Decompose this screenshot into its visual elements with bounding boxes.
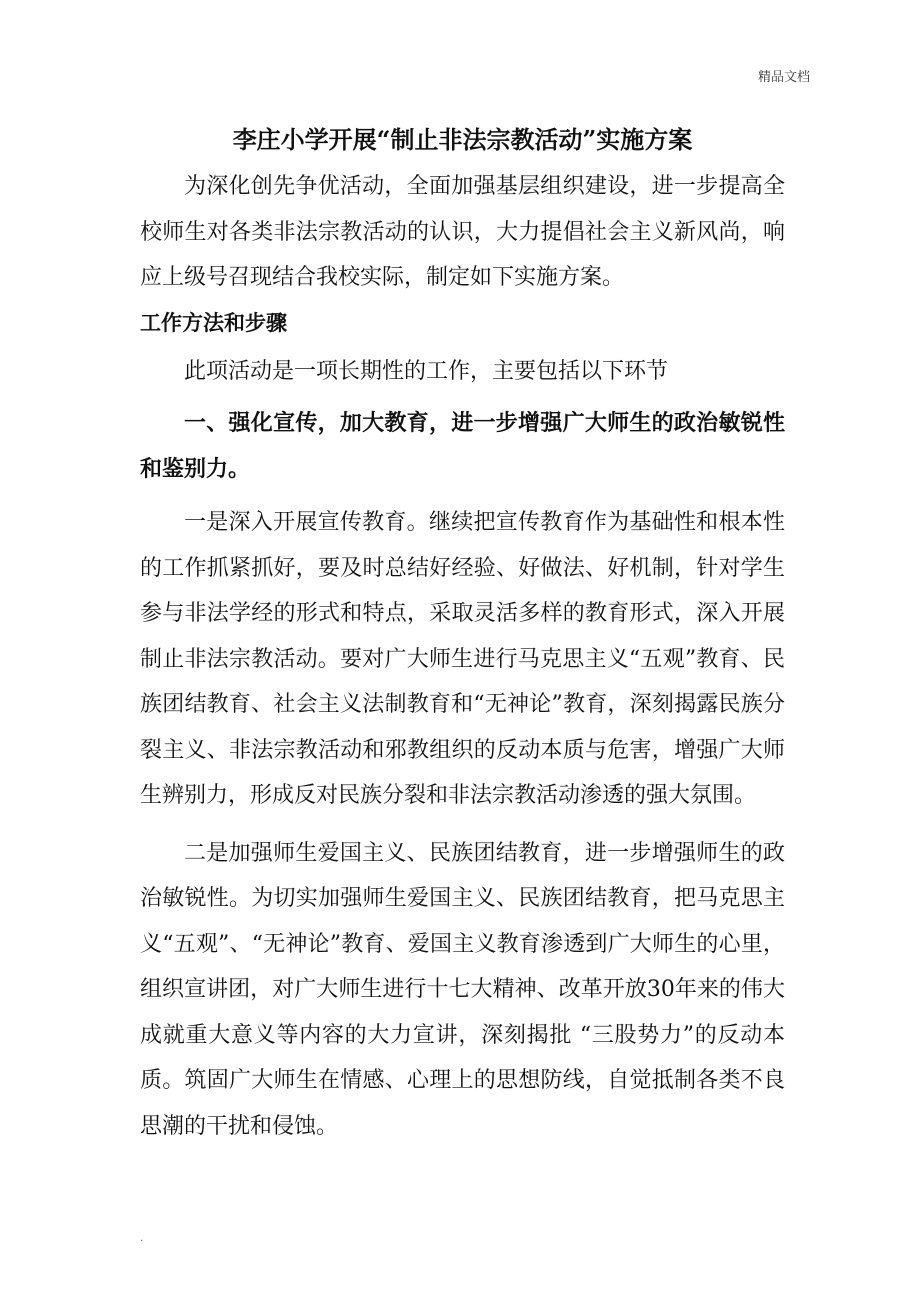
footer-mark: .	[140, 1233, 144, 1244]
header-watermark-text: 精品文档	[757, 70, 810, 85]
subheading-one: 一、强化宣传，加大教育，进一步增强广大师生的政治敏锐性和鉴别力。	[140, 410, 785, 482]
section-heading-methods: 工作方法和步骤	[140, 309, 287, 335]
paragraph-propaganda-education: 一是深入开展宣传教育。继续把宣传教育作为基础性和根本性的工作抓紧抓好，要及时总结好经验、好做法、好机制，针对学生参与非法学经的形式和特点，采取灵活多样的教育形式，深入开展制止非法宗教活动。要对广大师生进行马克思主义“五观”教育、民族团结教育、社会主义法制教育和“无神论”教育，深刻揭露民族分裂主义、非法宗教活动和邪教组织的反动本质与危害，增强广大师生辨别力，形成反对民族分裂和非法宗教活动渗透的强大氛围。	[140, 510, 785, 808]
steps-intro-paragraph: 此项活动是一项长期性的工作，主要包括以下环节	[184, 358, 669, 384]
document-title: 李庄小学开展“制止非法宗教活动”实施方案	[232, 125, 693, 154]
intro-paragraph: 为深化创先争优活动，全面加强基层组织建设，进一步提高全校师生对各类非法宗教活动的认识，大力提倡社会主义新风尚，响应上级号召现结合我校实际，制定如下实施方案。	[140, 174, 785, 290]
paragraph-patriotism-education: 二是加强师生爱国主义、民族团结教育，进一步增强师生的政治敏锐性。为切实加强师生爱国主义、民族团结教育，把马克思主义“五观”、“无神论”教育、爱国主义教育渗透到广大师生的心里，组织宣讲团，对广大师生进行十七大精神、改革开放30年来的伟大成就重大意义等内容的大力宣讲，深刻揭批 “三股势力”的反动本质。筑固广大师生在情感、心理上的思想防线，自觉抵制各类不良思潮的干扰和侵蚀。	[140, 840, 785, 1139]
document-body	[140, 118, 785, 1149]
